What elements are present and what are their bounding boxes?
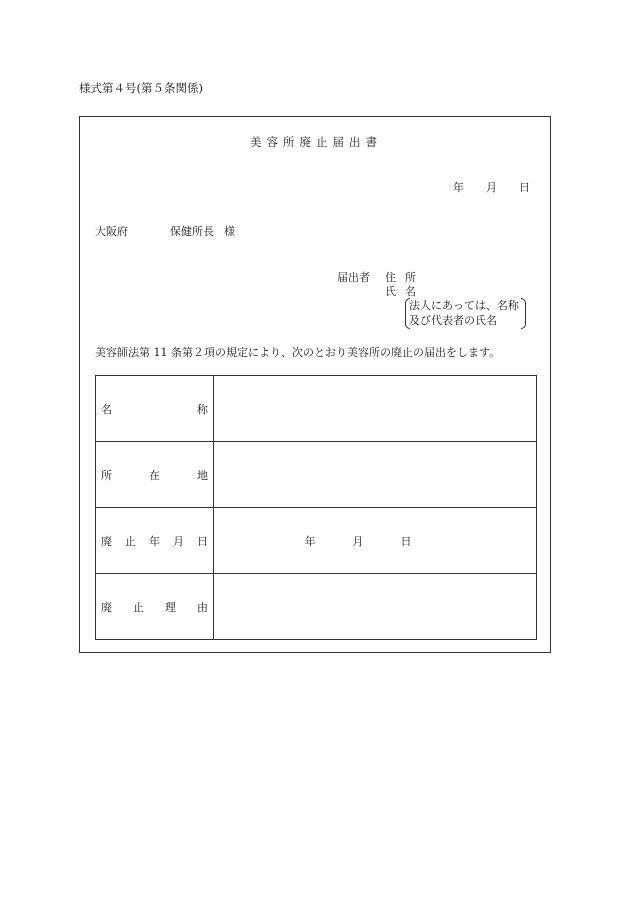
declaration-statement: 美容師法第 11 条第２項の規定により、次のとおり美容所の廃止の届出をします。 (95, 346, 501, 359)
table-row (96, 508, 537, 574)
form-number: 様式第４号(第５条関係) (79, 81, 203, 95)
closure-year-label: 年 (304, 534, 316, 548)
corporation-note-line1: 法人にあっては、名称 (409, 299, 519, 312)
notifier-name-label: 氏名 (385, 285, 425, 298)
label-char: 廃 (101, 534, 112, 548)
closure-day-label: 日 (400, 534, 412, 548)
label-char: 年 (149, 534, 160, 548)
addressee (95, 223, 235, 239)
row-label-closure-reason (96, 574, 214, 640)
closure-reason-field[interactable] (214, 574, 537, 640)
document-title (80, 134, 552, 150)
date-month-label: 月 (486, 181, 497, 194)
corporation-note-line2: 及び代表者の氏名 (409, 314, 497, 327)
addressee-office: 保健所長 (170, 225, 214, 238)
label-char: 在 (149, 468, 160, 482)
notifier-label: 届出者 (337, 271, 370, 284)
title-char: 美 (250, 135, 267, 149)
title-char: 止 (316, 135, 333, 149)
label-char: 廃 (101, 600, 112, 614)
date-year-label: 年 (453, 181, 464, 194)
title-char: 容 (266, 135, 283, 149)
detail-table (95, 375, 537, 640)
label-char: 日 (197, 534, 208, 548)
label-char: 止 (133, 600, 144, 614)
note-bracket-right (521, 298, 526, 329)
title-char: 廃 (299, 135, 316, 149)
closure-month-label: 月 (352, 534, 364, 548)
label-char: 月 (173, 534, 184, 548)
addressee-honorific: 様 (224, 225, 235, 238)
label-char: 所 (101, 468, 112, 482)
table-row (96, 376, 537, 442)
label-char: 地 (197, 468, 208, 482)
label-char: 由 (197, 600, 208, 614)
label-char: 名 (101, 402, 112, 416)
label-char: 理 (165, 600, 176, 614)
title-char: 書 (365, 135, 382, 149)
row-label-location (96, 442, 214, 508)
row-label-name (96, 376, 214, 442)
corporation-note (405, 298, 526, 329)
label-char: 止 (125, 534, 136, 548)
note-bracket-left (405, 298, 410, 329)
table-row (96, 574, 537, 640)
submission-date-line (453, 179, 530, 195)
closure-date-field[interactable] (214, 508, 537, 574)
addressee-prefecture: 大阪府 (95, 225, 128, 238)
facility-name-field[interactable] (214, 376, 537, 442)
title-char: 出 (349, 135, 366, 149)
title-char: 所 (283, 135, 300, 149)
table-row (96, 442, 537, 508)
date-day-label: 日 (519, 181, 530, 194)
form-frame (79, 116, 551, 653)
notifier-address-label: 住所 (385, 271, 425, 284)
facility-location-field[interactable] (214, 442, 537, 508)
title-char: 届 (332, 135, 349, 149)
label-char: 称 (197, 402, 208, 416)
